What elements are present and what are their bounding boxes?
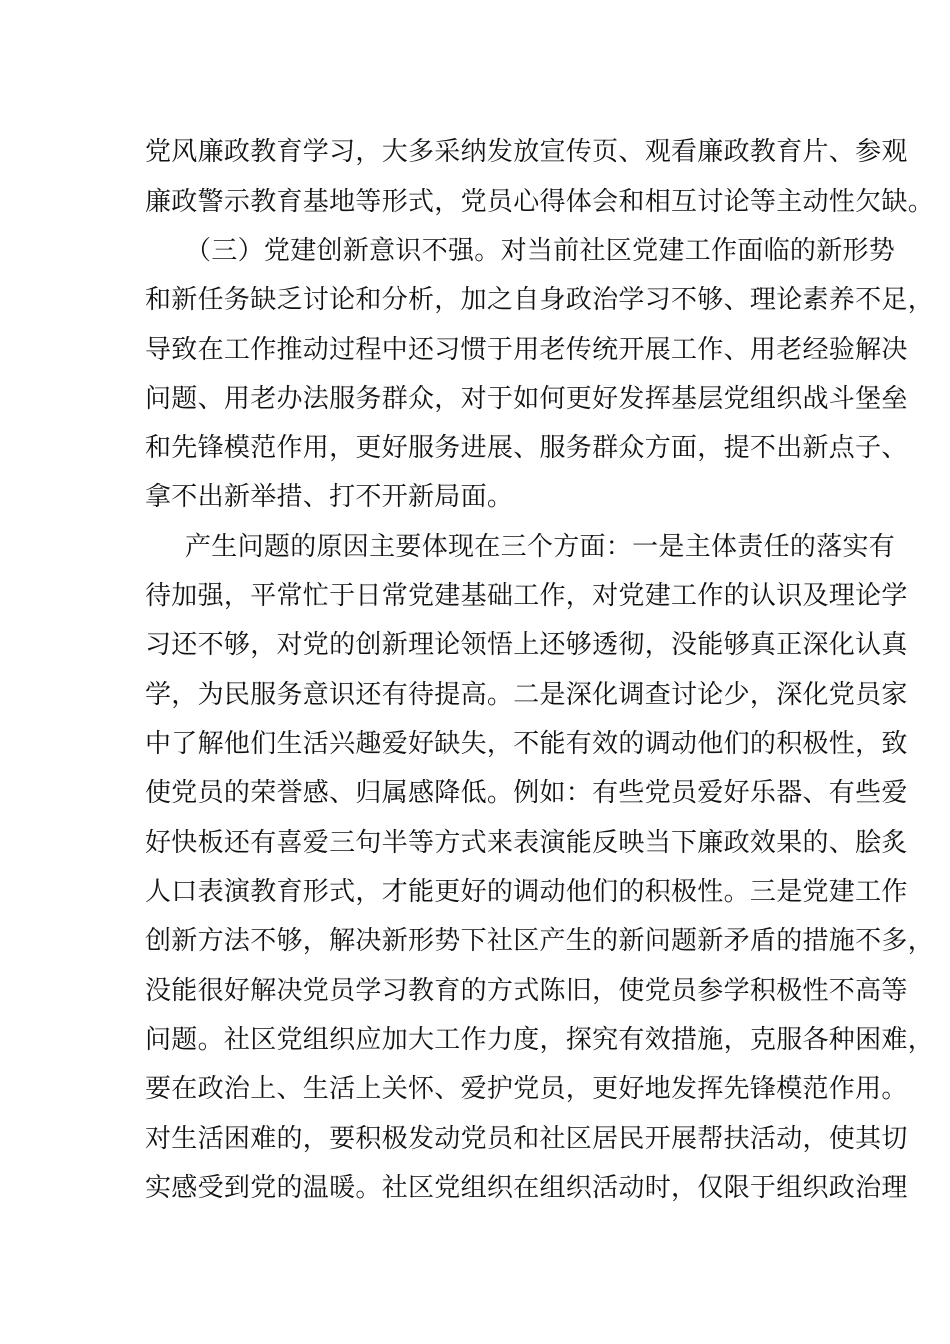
text-line: 实感受到党的温暖。社区党组织在组织活动时，仅限于组织政治理 xyxy=(145,1173,908,1203)
text-line: 党风廉政教育学习，大多采纳发放宣传页、观看廉政教育片、参观 xyxy=(145,137,908,167)
text-line: 中了解他们生活兴趣爱好缺失，不能有效的调动他们的积极性，致 xyxy=(145,729,908,759)
text-line: 对生活困难的，要积极发动党员和社区居民开展帮扶活动，使其切 xyxy=(145,1124,908,1154)
text-line: 廉政警示教育基地等形式，党员心得体会和相互讨论等主动性欠缺。 xyxy=(145,187,935,217)
text-line: 要在政治上、生活上关怀、爱护党员，更好地发挥先锋模范作用。 xyxy=(145,1074,908,1104)
text-line: 导致在工作推动过程中还习惯于用老传统开展工作、用老经验解决 xyxy=(145,335,908,365)
text-line: 和新任务缺乏讨论和分析，加之自身政治学习不够、理论素养不足， xyxy=(145,285,935,315)
text-line: 拿不出新举措、打不开新局面。 xyxy=(145,482,514,512)
text-line: 待加强，平常忙于日常党建基础工作，对党建工作的认识及理论学 xyxy=(145,581,908,611)
text-line: 人口表演教育形式，才能更好的调动他们的积极性。三是党建工作 xyxy=(145,877,908,907)
text-line: 好快板还有喜爱三句半等方式来表演能反映当下廉政效果的、脍炙 xyxy=(145,828,908,858)
paragraph-start-line: 产生问题的原因主要体现在三个方面：一是主体责任的落实有 xyxy=(185,532,896,562)
text-line: 和先锋模范作用，更好服务进展、服务群众方面，提不出新点子、 xyxy=(145,433,908,463)
text-line: 问题、用老办法服务群众，对于如何更好发挥基层党组织战斗堡垒 xyxy=(145,384,908,414)
text-line: 问题。社区党组织应加大工作力度，探究有效措施，克服各种困难， xyxy=(145,1025,935,1055)
text-line: 习还不够，对党的创新理论领悟上还够透彻，没能够真正深化认真 xyxy=(145,630,908,660)
text-line: 使党员的荣誉感、归属感降低。例如：有些党员爱好乐器、有些爱 xyxy=(145,778,908,808)
text-line: 学，为民服务意识还有待提高。二是深化调查讨论少，深化党员家 xyxy=(145,680,908,710)
text-line: 没能很好解决党员学习教育的方式陈旧，使党员参学积极性不高等 xyxy=(145,976,908,1006)
text-line: 创新方法不够，解决新形势下社区产生的新问题新矛盾的措施不多， xyxy=(145,926,935,956)
paragraph-heading-line: （三）党建创新意识不强。对当前社区党建工作面临的新形势 xyxy=(185,236,896,266)
